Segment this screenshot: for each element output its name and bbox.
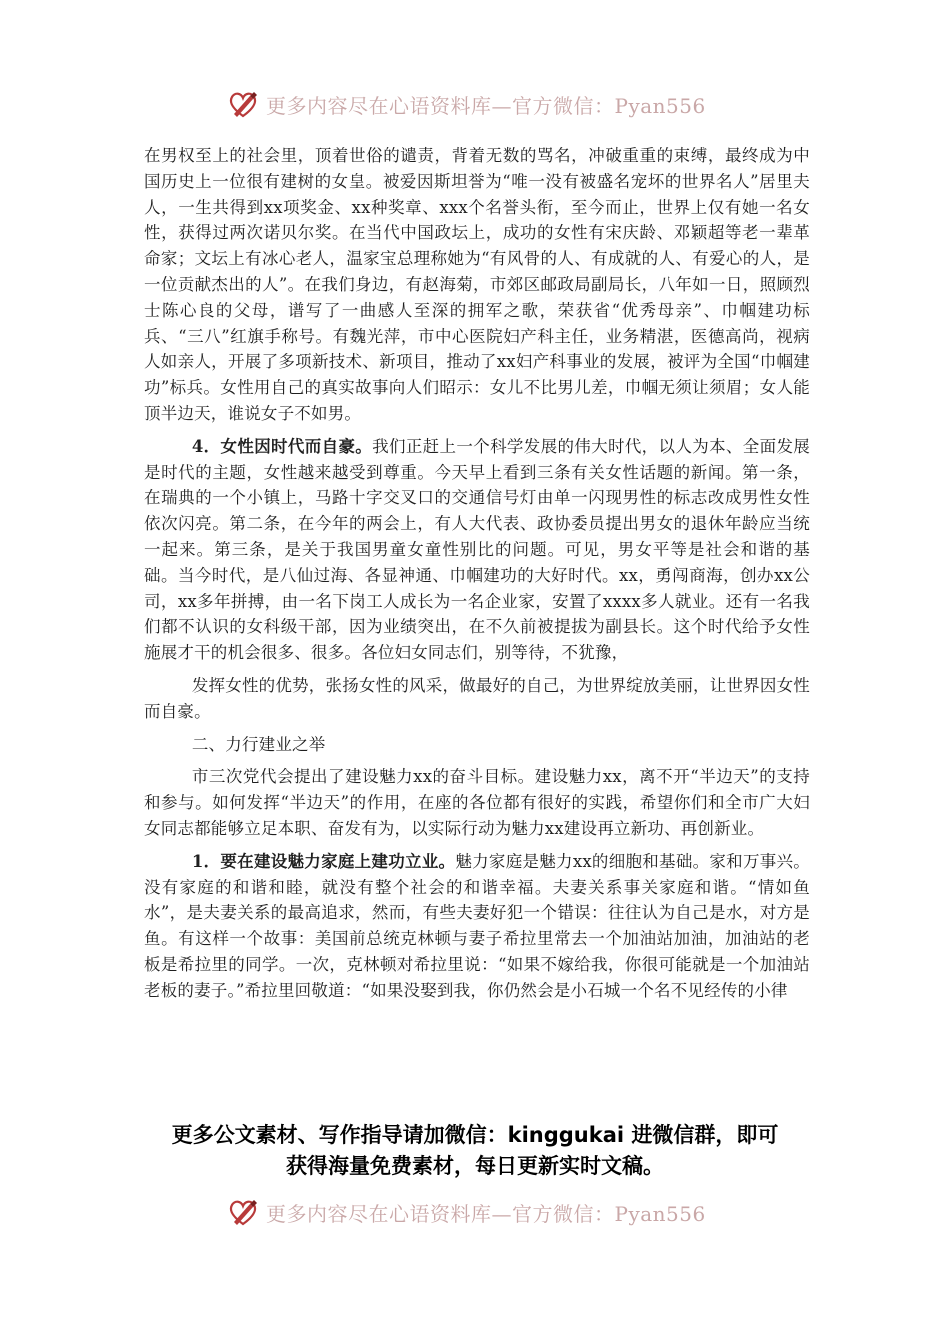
- pen-heart-logo-icon: [226, 1195, 260, 1229]
- paragraph-heading: 4．女性因时代而自豪。: [191, 436, 373, 456]
- paragraph-era-pride: [144, 434, 810, 666]
- watermark-text: 更多内容尽在心语资料库—官方微信：Pyan556: [266, 93, 706, 118]
- promo-line-1: 更多公文素材、写作指导请加微信：kinggukai 进微信群，即可: [171, 1123, 779, 1147]
- promo-line-2: 获得海量免费素材，每日更新实时文稿。: [286, 1154, 664, 1178]
- section-title: 二、力行建业之举: [191, 734, 326, 754]
- document-body: [144, 143, 810, 1004]
- paragraph-text: 我们正赶上一个科学发展的伟大时代，以人为本、全面发展是时代的主题，女性越来越受到尊重。今天早上看到三条有关女性话题的新闻。第一条，在瑞典的一个小镇上，马路十字交叉口的交通信号灯由单一闪现男性的标志改成男性女性依次闪亮。第二条，在今年的两会上，有人大代表、政协委员提出男女的退休年龄应当统一起来。第三条，是关于我国男童女童性别比的问题。可见，男女平等是社会和谐的基础。当今时代，是八仙过海、各显神通、巾帼建功的大好时代。xx，勇闯商海，创办xx公司，xx多年拼搏，由一名下岗工人成长为一名企业家，安置了xxxx多人就业。还有一名我们都不认识的女科级干部，因为业绩突出，在不久前被提拔为副县长。这个时代给予女性施展才干的机会很多、很多。各位妇女同志们，别等待，不犹豫，: [144, 436, 810, 663]
- paragraph-heading: 1．要在建设魅力家庭上建功立业。: [191, 851, 456, 871]
- paragraph-call-to-action: 发挥女性的优势，张扬女性的风采，做最好的自己，为世界绽放美丽，让世界因女性而自豪。: [144, 675, 810, 721]
- paragraph-charming-family: [144, 849, 810, 1004]
- watermark-header: [226, 86, 706, 122]
- pen-heart-logo-icon: [226, 87, 260, 121]
- watermark-text: 更多内容尽在心语资料库—官方微信：Pyan556: [266, 1201, 706, 1226]
- watermark-footer: [226, 1194, 706, 1230]
- paragraph-party-congress: 市三次党代会提出了建设魅力xx的奋斗目标。建设魅力xx，离不开“半边天”的支持和参与。如何发挥“半边天”的作用，在座的各位都有很好的实践，希望你们和全市广大妇女同志都能够立足本职、奋发有为，以实际行动为魅力xx建设再立新功、再创新业。: [144, 767, 810, 838]
- paragraph-women-achievements: 在男权至上的社会里，顶着世俗的谴责，背着无数的骂名，冲破重重的束缚，最终成为中国历史上一位很有建树的女皇。被爱因斯坦誉为“唯一没有被盛名宠坏的世界名人”居里夫人，一生共得到xx项奖金、xx种奖章、xxx个名誉头衔，至今而止，世界上仅有她一名女性，获得过两次诺贝尔奖。在当代中国政坛上，成功的女性有宋庆龄、邓颖超等老一辈革命家；文坛上有冰心老人，温家宝总理称她为“有风骨的人、有成就的人、有爱心的人，是一位贡献杰出的人”。在我们身边，有赵海菊，市郊区邮政局副局长，八年如一日，照顾烈士陈心良的父母，谱写了一曲感人至深的拥军之歌，荣获省“优秀母亲”、巾帼建功标兵、“三八”红旗手称号。有魏光萍，市中心医院妇产科主任，业务精湛，医德高尚，视病人如亲人，开展了多项新技术、新项目，推动了xx妇产科事业的发展，被评为全国“巾帼建功”标兵。女性用自己的真实故事向人们昭示：女儿不比男儿差，巾帼无须让须眉；女人能顶半边天，谁说女子不如男。: [144, 146, 810, 423]
- promo-banner: [70, 1120, 880, 1182]
- paragraph-text: 魅力家庭是魅力xx的细胞和基础。家和万事兴。没有家庭的和谐和睦，就没有整个社会的和谐幸福。夫妻关系事关家庭和谐。“情如鱼水”，是夫妻关系的最高追求，然而，有些夫妻好犯一个错误：往往认为自己是水，对方是鱼。有这样一个故事：美国前总统克林顿与妻子希拉里常去一个加油站加油，加油站的老板是希拉里的同学。一次，克林顿对希拉里说：“如果不嫁给我，你很可能就是一个加油站老板的妻子。”希拉里回敬道：“如果没娶到我，你仍然会是小石城一个名不见经传的小律: [144, 851, 810, 1000]
